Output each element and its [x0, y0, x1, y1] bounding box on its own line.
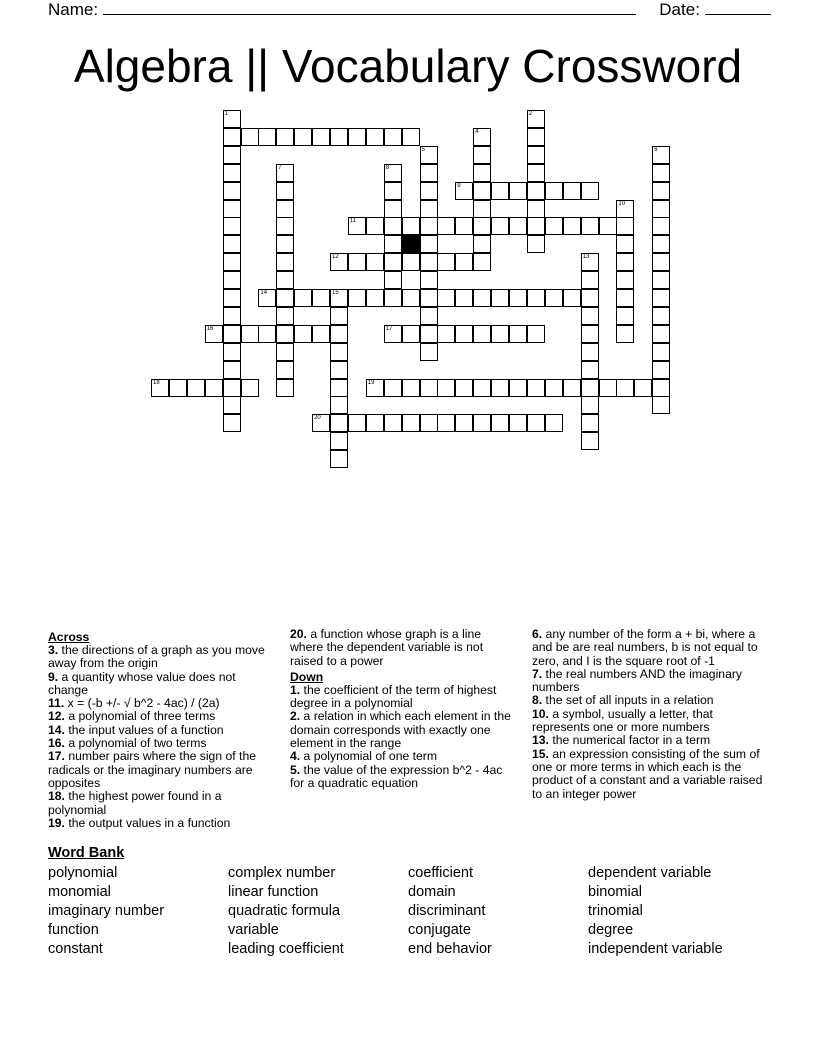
crossword-cell[interactable] — [384, 379, 402, 397]
crossword-cell[interactable] — [616, 217, 634, 235]
crossword-cell[interactable] — [312, 325, 330, 343]
word-bank-item: monomial — [48, 884, 111, 900]
crossword-cell[interactable] — [527, 200, 545, 218]
crossword-cell[interactable] — [366, 289, 384, 307]
down-heading: Down — [290, 669, 324, 684]
crossword-cell[interactable] — [384, 200, 402, 218]
clue-item: 15. an expression consisting of the sum of one or more terms in which each is the product of a constant and a variable raised to an integer power — [532, 746, 763, 801]
clue-item: 12. a polynomial of three terms — [48, 709, 216, 724]
crossword-cell[interactable] — [455, 217, 473, 235]
crossword-cell[interactable] — [169, 379, 187, 397]
clue-number: 5 — [421, 146, 425, 153]
crossword-cell[interactable] — [473, 128, 491, 146]
crossword-cell[interactable] — [330, 379, 348, 397]
crossword-cell[interactable] — [581, 379, 599, 397]
clue-number-label: 16. — [48, 736, 65, 751]
crossword-cell[interactable] — [330, 289, 348, 307]
crossword-cell[interactable] — [581, 343, 599, 361]
crossword-cell[interactable] — [330, 414, 348, 432]
crossword-cell[interactable] — [420, 414, 438, 432]
crossword-cell[interactable] — [599, 217, 617, 235]
crossword-cell[interactable] — [652, 361, 670, 379]
crossword-cell[interactable] — [581, 414, 599, 432]
crossword-cell[interactable] — [223, 200, 241, 218]
crossword-cell[interactable] — [330, 361, 348, 379]
crossword-cell[interactable] — [652, 235, 670, 253]
clue-number-label: 17. — [48, 749, 65, 764]
crossword-cell[interactable] — [581, 307, 599, 325]
crossword-cell[interactable] — [223, 110, 241, 128]
crossword-cell[interactable] — [223, 379, 241, 397]
crossword-cell[interactable] — [223, 361, 241, 379]
word-bank-item: variable — [228, 922, 279, 938]
crossword-cell[interactable] — [402, 253, 420, 271]
crossword-cell[interactable] — [258, 128, 276, 146]
crossword-cell[interactable] — [420, 271, 438, 289]
crossword-cell[interactable] — [616, 235, 634, 253]
crossword-cell[interactable] — [330, 343, 348, 361]
crossword-cell[interactable] — [616, 307, 634, 325]
word-bank-item: constant — [48, 941, 103, 957]
crossword-cell[interactable] — [634, 379, 652, 397]
crossword-cell[interactable] — [581, 289, 599, 307]
clue-item: 17. number pairs where the sign of the radicals or the imaginary numbers are opposites — [48, 749, 256, 790]
clues-column-1 — [48, 628, 276, 830]
crossword-cell[interactable] — [384, 253, 402, 271]
crossword-cell[interactable] — [330, 325, 348, 343]
clue-number-label: 11. — [48, 696, 65, 711]
crossword-cell[interactable] — [223, 164, 241, 182]
clue-number-label: 14. — [48, 722, 65, 737]
crossword-cell[interactable] — [545, 182, 563, 200]
crossword-cell[interactable] — [652, 217, 670, 235]
crossword-cell[interactable] — [491, 379, 509, 397]
clue-number-label: 10. — [532, 706, 549, 721]
crossword-cell[interactable] — [437, 217, 455, 235]
crossword-cell[interactable] — [437, 289, 455, 307]
clue-item: 10. a symbol, usually a letter, that represents one or more numbers — [532, 706, 713, 735]
crossword-cell[interactable] — [545, 217, 563, 235]
crossword-cell[interactable] — [366, 414, 384, 432]
crossword-cell[interactable] — [527, 146, 545, 164]
clue-item: 6. any number of the form a + bi, where a and be are real numbers, b is not equal to zero, and I is the square root of -1 — [532, 627, 758, 668]
crossword-cell[interactable] — [402, 128, 420, 146]
crossword-cell[interactable] — [258, 289, 276, 307]
crossword-cell[interactable] — [366, 379, 384, 397]
crossword-cell[interactable] — [652, 146, 670, 164]
crossword-cell[interactable] — [420, 146, 438, 164]
clues-column-3 — [532, 628, 768, 801]
clue-number-label: 20. — [290, 627, 307, 641]
clue-item: 16. a polynomial of two terms — [48, 736, 207, 751]
crossword-cell[interactable] — [473, 200, 491, 218]
crossword-cell[interactable] — [384, 164, 402, 182]
clue-number-label: 2. — [290, 709, 301, 724]
clue-number-label: 6. — [532, 627, 543, 641]
crossword-cell[interactable] — [276, 253, 294, 271]
crossword-cell[interactable] — [384, 235, 402, 253]
crossword-cell[interactable] — [455, 325, 473, 343]
crossword-cell[interactable] — [384, 217, 402, 235]
word-bank-col-1 — [48, 864, 164, 959]
crossword-cell[interactable] — [581, 325, 599, 343]
crossword-cell[interactable] — [223, 128, 241, 146]
crossword-cell[interactable] — [276, 164, 294, 182]
clue-number: 7 — [278, 164, 282, 171]
crossword-cell[interactable] — [276, 128, 294, 146]
crossword-cell[interactable] — [330, 253, 348, 271]
crossword-cell[interactable] — [616, 289, 634, 307]
crossword-cell[interactable] — [545, 289, 563, 307]
clue-item: 20. a function whose graph is a line where the dependent variable is not raised to a power — [290, 627, 484, 668]
crossword-cell[interactable] — [384, 325, 402, 343]
clue-item: 8. the set of all inputs in a relation — [532, 693, 714, 708]
crossword-cell[interactable] — [330, 450, 348, 468]
crossword-cell[interactable] — [223, 271, 241, 289]
clue-number: 17 — [385, 325, 393, 332]
clue-number: 15 — [332, 290, 339, 296]
clue-number-label: 13. — [532, 733, 549, 748]
word-bank-col-2 — [228, 864, 344, 959]
crossword-cell[interactable] — [276, 307, 294, 325]
crossword-cell[interactable] — [545, 414, 563, 432]
word-bank-item: discriminant — [408, 903, 486, 919]
crossword-cell[interactable] — [473, 182, 491, 200]
crossword-cell[interactable] — [348, 128, 366, 146]
word-bank-col-4 — [588, 864, 723, 959]
crossword-cell[interactable] — [223, 289, 241, 307]
crossword-cell[interactable] — [509, 217, 527, 235]
crossword-cell[interactable] — [276, 200, 294, 218]
crossword-cell[interactable] — [420, 289, 438, 307]
word-bank-item: end behavior — [408, 941, 492, 957]
crossword-cell[interactable] — [223, 414, 241, 432]
crossword-cell[interactable] — [366, 253, 384, 271]
crossword-cell[interactable] — [652, 182, 670, 200]
crossword-cell[interactable] — [473, 325, 491, 343]
word-bank-col-3 — [408, 864, 492, 959]
word-bank-item: leading coefficient — [228, 941, 344, 957]
clue-number-label: 12. — [48, 709, 65, 724]
clue-number-label: 3. — [48, 643, 59, 657]
crossword-cell[interactable] — [652, 164, 670, 182]
crossword-cell[interactable] — [420, 217, 438, 235]
clue-number-label: 18. — [48, 789, 65, 804]
clue-number-label: 4. — [290, 749, 301, 764]
crossword-cell[interactable] — [527, 414, 545, 432]
crossword-cell[interactable] — [527, 217, 545, 235]
crossword-cell[interactable] — [545, 379, 563, 397]
crossword-cell[interactable] — [384, 414, 402, 432]
crossword-cell[interactable] — [420, 379, 438, 397]
crossword-cell[interactable] — [581, 253, 599, 271]
crossword-cell[interactable] — [294, 325, 312, 343]
crossword-cell[interactable] — [509, 414, 527, 432]
crossword-cell[interactable] — [223, 217, 241, 235]
clue-number: 20 — [314, 415, 321, 422]
clue-number: 19 — [367, 379, 375, 386]
crossword-cell[interactable] — [366, 128, 384, 146]
crossword-cell[interactable] — [491, 289, 509, 307]
crossword-cell[interactable] — [563, 217, 581, 235]
crossword-cell[interactable] — [599, 379, 617, 397]
word-bank-item: dependent variable — [588, 865, 712, 881]
clue-number: 16 — [206, 325, 214, 332]
crossword-cell[interactable] — [455, 379, 473, 397]
clue-item: 7. the real numbers AND the imaginary numbers — [532, 666, 743, 695]
crossword-cell[interactable] — [330, 307, 348, 325]
crossword-cell[interactable] — [455, 289, 473, 307]
crossword-cell[interactable] — [241, 379, 259, 397]
crossword-cell[interactable] — [420, 182, 438, 200]
clue-item: 9. a quantity whose value does not change — [48, 669, 236, 697]
crossword-cell[interactable] — [581, 396, 599, 414]
crossword-cell[interactable] — [384, 271, 402, 289]
crossword-cell[interactable] — [294, 128, 312, 146]
crossword-cell[interactable] — [151, 379, 169, 397]
crossword-cell[interactable] — [384, 289, 402, 307]
clue-item: 18. the highest power found in a polynomial — [48, 789, 222, 817]
crossword-cell[interactable] — [437, 379, 455, 397]
clue-number: 1 — [224, 111, 228, 117]
crossword-cell[interactable] — [509, 379, 527, 397]
crossword-cell[interactable] — [312, 414, 330, 432]
crossword-cell[interactable] — [473, 146, 491, 164]
crossword-cell[interactable] — [652, 253, 670, 271]
crossword-cell[interactable] — [437, 414, 455, 432]
crossword-cell[interactable] — [581, 182, 599, 200]
crossword-cell[interactable] — [241, 128, 259, 146]
crossword-cell[interactable] — [581, 217, 599, 235]
clue-item: 13. the numerical factor in a term — [532, 733, 711, 748]
crossword-block — [402, 235, 420, 253]
crossword-cell[interactable] — [563, 289, 581, 307]
clue-number-label: 15. — [532, 746, 549, 761]
crossword-cell[interactable] — [652, 200, 670, 218]
crossword-cell[interactable] — [223, 325, 241, 343]
crossword-cell[interactable] — [616, 271, 634, 289]
crossword-cell[interactable] — [420, 235, 438, 253]
crossword-cell[interactable] — [205, 325, 223, 343]
word-bank-item: polynomial — [48, 865, 118, 881]
word-bank-item: function — [48, 922, 99, 938]
crossword-cell[interactable] — [652, 325, 670, 343]
crossword-cell[interactable] — [563, 182, 581, 200]
crossword-cell[interactable] — [652, 307, 670, 325]
crossword-cell[interactable] — [348, 289, 366, 307]
crossword-cell[interactable] — [616, 200, 634, 218]
crossword-cell[interactable] — [527, 325, 545, 343]
clue-number: 4 — [475, 128, 479, 135]
word-bank-item: domain — [408, 884, 456, 900]
crossword-cell[interactable] — [187, 379, 205, 397]
word-bank-item: complex number — [228, 865, 336, 881]
crossword-cell[interactable] — [402, 414, 420, 432]
crossword-cell[interactable] — [348, 253, 366, 271]
crossword-cell[interactable] — [491, 217, 509, 235]
word-bank-item: imaginary number — [48, 903, 165, 919]
crossword-cell[interactable] — [330, 128, 348, 146]
clues-column-2 — [290, 628, 515, 790]
crossword-cell[interactable] — [455, 253, 473, 271]
crossword-cell[interactable] — [366, 217, 384, 235]
clue-item: 11. x = (-b +/- √ b^2 - 4ac) / (2a) — [48, 696, 220, 711]
crossword-cell[interactable] — [473, 379, 491, 397]
crossword-cell[interactable] — [437, 253, 455, 271]
crossword-cell[interactable] — [223, 253, 241, 271]
crossword-cell[interactable] — [581, 271, 599, 289]
crossword-cell[interactable] — [527, 289, 545, 307]
crossword-cell[interactable] — [348, 217, 366, 235]
crossword-cell[interactable] — [276, 182, 294, 200]
date-label: Date: — [659, 0, 700, 19]
crossword-cell[interactable] — [509, 325, 527, 343]
crossword-cell[interactable] — [402, 289, 420, 307]
crossword-cell[interactable] — [616, 379, 634, 397]
clue-item: 4. a polynomial of one term — [290, 749, 438, 764]
word-bank-item: conjugate — [408, 922, 471, 938]
clue-number-label: 9. — [48, 669, 59, 684]
crossword-cell[interactable] — [223, 396, 241, 414]
word-bank-item: binomial — [588, 884, 642, 900]
crossword-cell[interactable] — [402, 379, 420, 397]
crossword-cell[interactable] — [652, 343, 670, 361]
clue-item: 19. the output values in a function — [48, 815, 231, 830]
crossword-cell[interactable] — [330, 432, 348, 450]
clue-number: 12 — [332, 254, 339, 261]
crossword-cell[interactable] — [581, 361, 599, 379]
crossword-cell[interactable] — [276, 217, 294, 235]
clue-number: 2 — [528, 111, 533, 117]
crossword-cell[interactable] — [420, 164, 438, 182]
crossword-cell[interactable] — [581, 432, 599, 450]
word-bank-item: degree — [588, 922, 634, 938]
crossword-cell[interactable] — [616, 253, 634, 271]
crossword-cell[interactable] — [473, 414, 491, 432]
crossword-cell[interactable] — [276, 271, 294, 289]
clue-item: 5. the value of the expression b^2 - 4ac for a quadratic equation — [290, 762, 503, 790]
crossword-cell[interactable] — [223, 146, 241, 164]
crossword-cell[interactable] — [437, 325, 455, 343]
clue-number-label: 19. — [48, 815, 65, 830]
crossword-cell[interactable] — [223, 307, 241, 325]
crossword-cell[interactable] — [455, 182, 473, 200]
clue-number: 9 — [457, 182, 461, 189]
crossword-cell[interactable] — [402, 325, 420, 343]
clue-item: 1. the coefficient of the term of highest degree in a polynomial — [290, 682, 497, 711]
crossword-cell[interactable] — [420, 307, 438, 325]
crossword-cell[interactable] — [348, 414, 366, 432]
crossword-cell[interactable] — [223, 235, 241, 253]
crossword-cell[interactable] — [294, 289, 312, 307]
page-title: Algebra || Vocabulary Crossword — [73, 40, 743, 92]
clue-number: 10 — [618, 200, 626, 207]
crossword-cell[interactable] — [402, 217, 420, 235]
crossword-cell[interactable] — [205, 379, 223, 397]
crossword-grid — [0, 0, 816, 500]
crossword-cell[interactable] — [473, 289, 491, 307]
word-bank-item: quadratic formula — [228, 903, 341, 919]
crossword-cell[interactable] — [420, 200, 438, 218]
clue-item: 3. the directions of a graph as you move away from the origin — [48, 643, 265, 671]
name-label: Name: — [48, 0, 99, 19]
crossword-cell[interactable] — [527, 379, 545, 397]
crossword-cell[interactable] — [473, 217, 491, 235]
crossword-cell[interactable] — [384, 182, 402, 200]
crossword-cell[interactable] — [276, 343, 294, 361]
crossword-cell[interactable] — [491, 414, 509, 432]
word-bank-item: coefficient — [408, 865, 474, 881]
clue-number: 13 — [582, 254, 590, 261]
crossword-cell[interactable] — [276, 289, 294, 307]
crossword-cell[interactable] — [652, 271, 670, 289]
crossword-cell[interactable] — [330, 396, 348, 414]
crossword-cell[interactable] — [420, 253, 438, 271]
crossword-cell[interactable] — [276, 235, 294, 253]
crossword-cell[interactable] — [473, 253, 491, 271]
clue-item: 2. a relation in which each element in the domain corresponds with exactly one element in the range — [290, 709, 511, 751]
crossword-cell[interactable] — [241, 325, 259, 343]
crossword-cell[interactable] — [312, 289, 330, 307]
clue-number: 18 — [153, 379, 160, 386]
crossword-cell[interactable] — [420, 343, 438, 361]
crossword-cell[interactable] — [276, 325, 294, 343]
crossword-cell[interactable] — [509, 289, 527, 307]
clue-number-label: 5. — [290, 762, 301, 777]
crossword-cell[interactable] — [527, 128, 545, 146]
word-bank-item: independent variable — [588, 941, 723, 957]
crossword-cell[interactable] — [223, 343, 241, 361]
crossword-cell[interactable] — [384, 128, 402, 146]
clue-number-label: 8. — [532, 693, 543, 708]
crossword-cell[interactable] — [509, 182, 527, 200]
clue-number-label: 1. — [290, 682, 301, 697]
crossword-cell[interactable] — [223, 182, 241, 200]
crossword-cell[interactable] — [473, 164, 491, 182]
crossword-cell[interactable] — [491, 182, 509, 200]
crossword-cell[interactable] — [616, 325, 634, 343]
clue-number: 6 — [654, 146, 658, 153]
word-bank-item: trinomial — [588, 903, 643, 919]
crossword-cell[interactable] — [312, 128, 330, 146]
crossword-cell[interactable] — [527, 110, 545, 128]
word-bank-item: linear function — [228, 884, 319, 900]
crossword-cell[interactable] — [652, 289, 670, 307]
crossword-cell[interactable] — [563, 379, 581, 397]
crossword-cell[interactable] — [527, 164, 545, 182]
crossword-cell[interactable] — [491, 325, 509, 343]
crossword-cell[interactable] — [527, 182, 545, 200]
clue-number: 14 — [260, 290, 268, 296]
clue-number: 8 — [385, 164, 390, 171]
crossword-cell[interactable] — [276, 379, 294, 397]
crossword-cell[interactable] — [652, 379, 670, 397]
crossword-cell[interactable] — [420, 325, 438, 343]
word-bank-title: Word Bank — [48, 845, 125, 861]
crossword-cell[interactable] — [652, 396, 670, 414]
across-heading: Across — [48, 630, 90, 644]
crossword-cell[interactable] — [258, 325, 276, 343]
crossword-cell[interactable] — [455, 414, 473, 432]
clue-number-label: 7. — [532, 666, 543, 681]
clue-number: 11 — [349, 218, 357, 225]
crossword-cell[interactable] — [473, 235, 491, 253]
crossword-cell[interactable] — [276, 361, 294, 379]
clue-item: 14. the input values of a function — [48, 722, 224, 737]
crossword-cell[interactable] — [527, 235, 545, 253]
